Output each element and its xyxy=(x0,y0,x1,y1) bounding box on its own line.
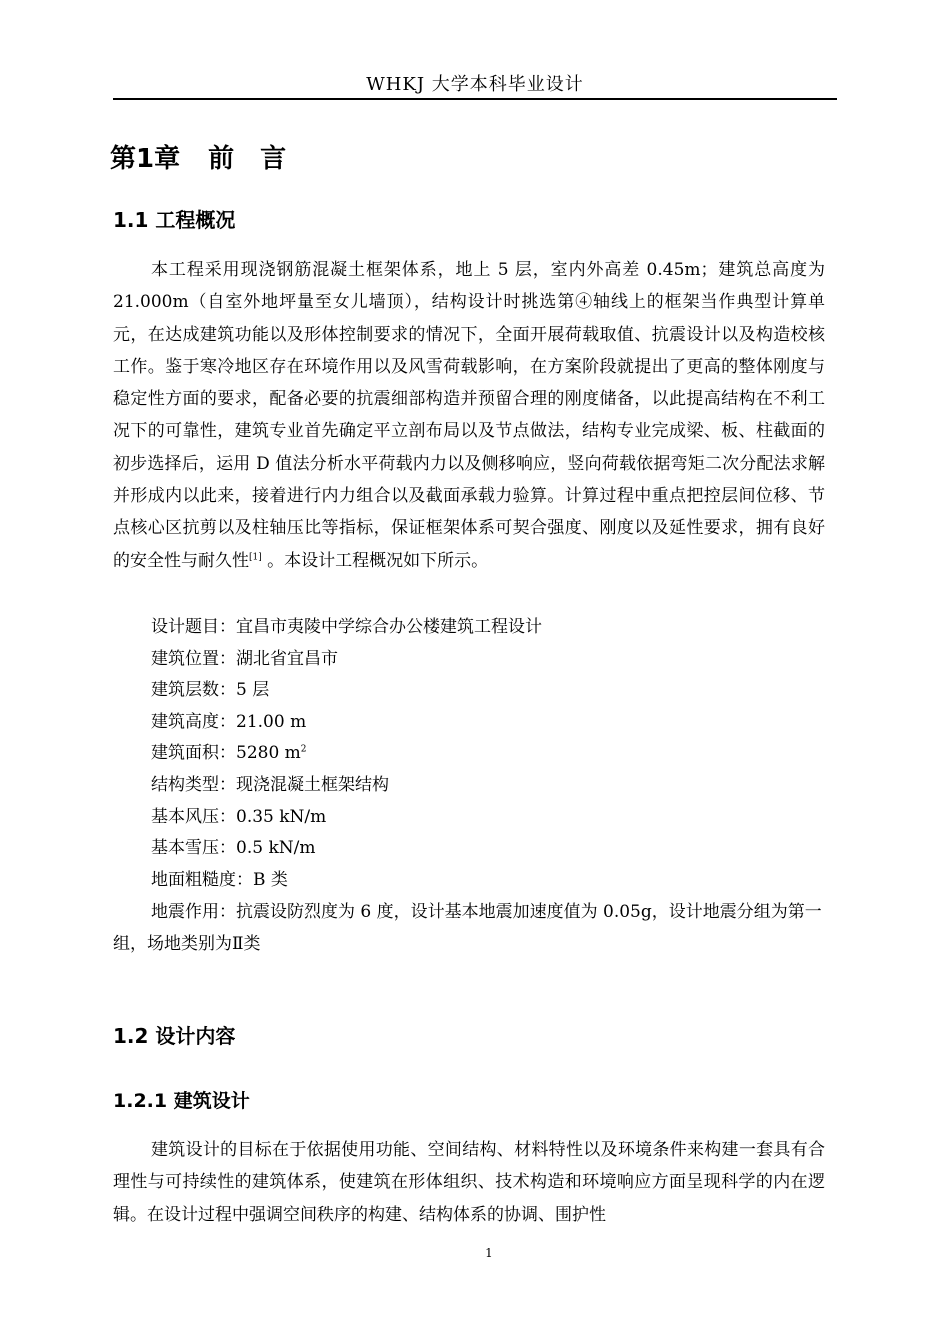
chapter-number: 第1章 xyxy=(110,144,181,174)
info-project: 设计题目：宜昌市夷陵中学综合办公楼建筑工程设计 xyxy=(151,617,542,637)
info-structure: 结构类型：现浇混凝土框架结构 xyxy=(151,774,389,795)
overview-paragraph xyxy=(113,254,825,577)
info-wind: 基本风压：0.35 kN/m xyxy=(151,806,327,827)
info-area xyxy=(113,738,825,770)
overview-text: 本工程采用现浇钢筋混凝土框架体系，地上 5 层，室内外高差 0.45m；建筑总高度为 21.000m（自室外地坪量至女儿墙顶），结构设计时挑选第④轴线上的框架当作典型计算单元，在达成建筑功能以及形体控制要求的情况下，全面开展荷载取值、抗震设计以及构造校核工作。鉴于寒冷地区存在环境作用以及风雪荷载影响，在方案阶段就提出了更高的整体刚度与稳定性方面的要求，配备必要的抗震细部构造并预留合理的刚度储备，以此提高结构在不利工况下的可靠性，建筑专业首先确定平立剖布局以及节点做法，结构专业完成梁、板、柱截面的初步选择后，运用 D 值法分析水平荷载内力以及侧移响应，竖向荷载依据弯矩二次分配法求解并形成内以此来，接着进行内力组合以及截面承载力验算。计算过程中重点把控层间位移、节点核心区抗剪以及柱轴压比等指标，保证框架体系可契合强度、刚度以及延性要求，拥有良好的安全性与耐久性 xyxy=(113,260,825,571)
info-area-unit-sup: 2 xyxy=(300,744,307,755)
chapter-title xyxy=(110,138,286,175)
chapter-name: 前 言 xyxy=(208,144,287,174)
architecture-paragraph: 建筑设计的目标在于依据使用功能、空间结构、材料特性以及环境条件来构建一套具有合理性与可持续性的建筑体系，使建筑在形体组织、技术构造和环境响应方面呈现科学的内在逻辑。在设计过程中强调空间秩序的构建、结构体系的协调、围护性 xyxy=(113,1140,825,1225)
info-height: 建筑高度：21.00 m xyxy=(151,711,307,732)
info-floors: 建筑层数：5 层 xyxy=(151,680,270,701)
info-area-text: 建筑面积：5280 m xyxy=(151,743,301,764)
info-location: 建筑位置：湖北省宜昌市 xyxy=(151,648,338,669)
running-header: WHKJ 大学本科毕业设计 xyxy=(366,74,584,95)
info-seismic: 地震作用：抗震设防烈度为 6 度，设计基本地震加速度值为 0.05g，设计地震分组为第一组，场地类别为Ⅱ类 xyxy=(113,902,822,955)
section-heading-1-1: 1.1 工程概况 xyxy=(113,208,236,232)
section-heading-1-2-1: 1.2.1 建筑设计 xyxy=(113,1090,250,1112)
page-number: 1 xyxy=(485,1246,493,1260)
info-snow: 基本雪压：0.5 kN/m xyxy=(151,838,316,859)
info-roughness: 地面粗糙度：B 类 xyxy=(151,869,288,890)
overview-tail: 。本设计工程概况如下所示。 xyxy=(261,550,489,571)
header-divider xyxy=(113,98,837,100)
citation-ref: [1] xyxy=(249,552,262,563)
section-heading-1-2: 1.2 设计内容 xyxy=(113,1024,236,1048)
project-info-list xyxy=(113,612,825,960)
